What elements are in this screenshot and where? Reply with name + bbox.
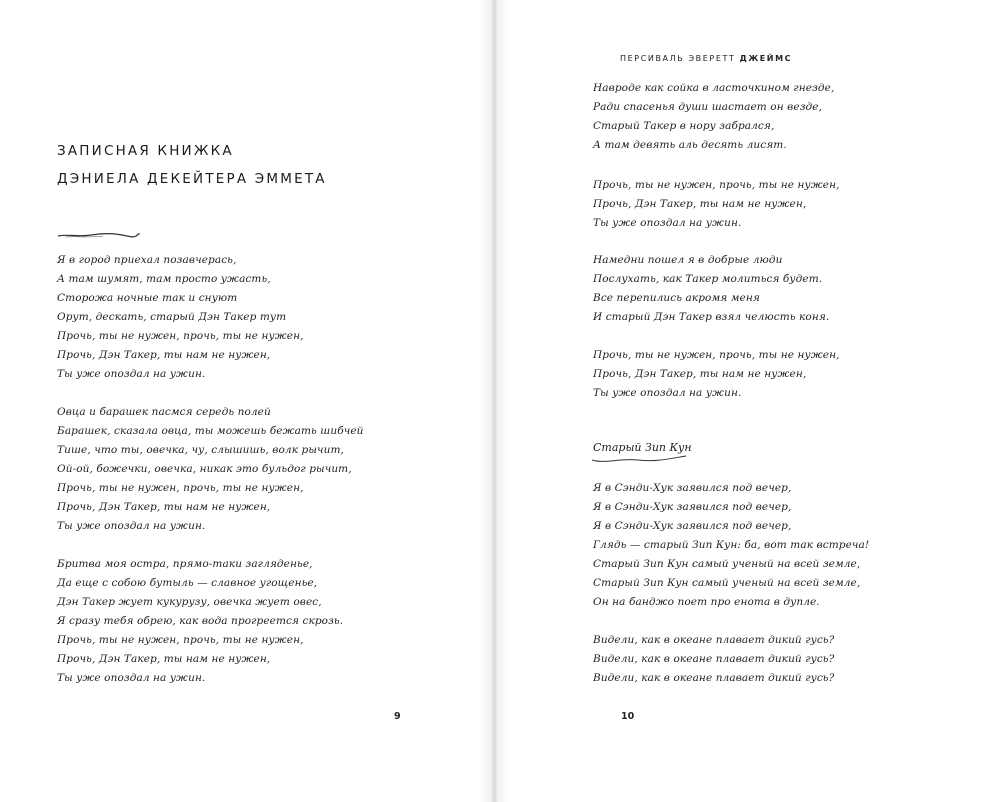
verse-line: Все перепились акромя меня [593,292,760,304]
book-gutter-shadow [478,0,510,802]
verse-line: Прочь, Дэн Такер, ты нам не нужен, [57,653,271,665]
verse-line: Да еще с собою бутыль — славное угощенье, [57,577,318,589]
verse-line: Послухать, как Такер молиться будет. [593,273,823,285]
right-stanza-3 [593,251,829,327]
verse-line: Прочь, Дэн Такер, ты нам не нужен, [593,198,807,210]
verse-line: Сторожа ночные так и снуют [57,292,238,304]
right-stanza-4 [593,346,840,403]
song-stanza-2 [593,631,834,688]
verse-line: Я сразу тебя обрею, как вода прогреется скрозь. [57,615,344,627]
verse-line: Ты уже опоздал на ужин. [57,672,206,684]
song-title: Старый Зип Кун [593,441,692,454]
verse-line: А там девять аль десять лисят. [593,139,787,151]
verse-line: Видели, как в океане плавает дикий гусь? [593,672,835,684]
verse-line: Видели, как в океане плавает дикий гусь? [593,634,835,646]
verse-line: Овца и барашек пасмся середь полей [57,406,271,418]
verse-line: Глядь — старый Зип Кун: ба, вот так встреча! [593,539,870,551]
verse-line: А там шумят, там просто ужасть, [57,273,271,285]
verse-line: Намедни пошел я в добрые люди [593,254,783,266]
verse-line: Я в Сэнди-Хук заявился под вечер, [593,520,792,532]
verse-line: Я в город приехал позавчерась, [57,254,237,266]
verse-line: Прочь, ты не нужен, прочь, ты не нужен, [593,179,840,191]
song-title-underline-icon [590,451,690,465]
verse-line: Прочь, ты не нужен, прочь, ты не нужен, [57,634,304,646]
verse-line: Прочь, Дэн Такер, ты нам не нужен, [57,349,271,361]
song-stanza-1 [593,479,869,612]
verse-line: Прочь, Дэн Такер, ты нам не нужен, [593,368,807,380]
verse-line: Дэн Такер жует кукурузу, овечка жует овес, [57,596,322,608]
page-number-left: 9 [394,711,401,722]
running-head [620,54,792,63]
verse-line: Бритва моя остра, прямо-таки загляденье, [57,558,313,570]
decorative-squiggle-icon [57,228,141,242]
verse-line: Ты уже опоздал на ужин. [57,368,206,380]
verse-line: Прочь, ты не нужен, прочь, ты не нужен, [57,330,304,342]
verse-line: Прочь, ты не нужен, прочь, ты не нужен, [593,349,840,361]
running-head-author-name: ПЕРСИВАЛЬ ЭВЕРЕТТ [620,54,736,63]
verse-line: Орут, дескать, старый Дэн Такер тут [57,311,287,323]
verse-line: Старый Зип Кун самый ученый на всей земле, [593,558,861,570]
verse-line: Прочь, Дэн Такер, ты нам не нужен, [57,501,271,513]
verse-line: Старый Такер в нору забрался, [593,120,775,132]
verse-line: Прочь, ты не нужен, прочь, ты не нужен, [57,482,304,494]
verse-line: Я в Сэнди-Хук заявился под вечер, [593,482,792,494]
left-stanza-1 [57,251,304,384]
verse-line: И старый Дэн Такер взял челюсть коня. [593,311,830,323]
verse-line: Видели, как в океане плавает дикий гусь? [593,653,835,665]
page-number-right: 10 [621,711,635,722]
verse-line: Ты уже опоздал на ужин. [57,520,206,532]
verse-line: Он на банджо поет про енота в дупле. [593,596,820,608]
running-head-author-surname: ДЖЕЙМС [739,54,793,63]
verse-line: Старый Зип Кун самый ученый на всей земле, [593,577,861,589]
verse-line: Я в Сэнди-Хук заявился под вечер, [593,501,792,513]
left-stanza-3 [57,555,343,688]
verse-line: Барашек, сказала овца, ты можешь бежать шибчей [57,425,364,437]
verse-line: Навроде как сойка в ласточкином гнезде, [593,82,835,94]
verse-line: Ради спасенья души шастает он везде, [593,101,823,113]
chapter-title-line-1: ЗАПИСНАЯ КНИЖКА [57,143,234,159]
verse-line: Ты уже опоздал на ужин. [593,217,742,229]
verse-line: Ой-ой, божечки, овечка, никак это бульдог рычит, [57,463,352,475]
verse-line: Тише, что ты, овечка, чу, слышишь, волк рычит, [57,444,344,456]
verse-line: Ты уже опоздал на ужин. [593,387,742,399]
chapter-title-line-2: ДЭНИЕЛА ДЕКЕЙТЕРА ЭММЕТА [57,171,327,187]
right-stanza-1 [593,79,834,155]
left-stanza-2 [57,403,364,536]
right-stanza-2 [593,176,840,233]
